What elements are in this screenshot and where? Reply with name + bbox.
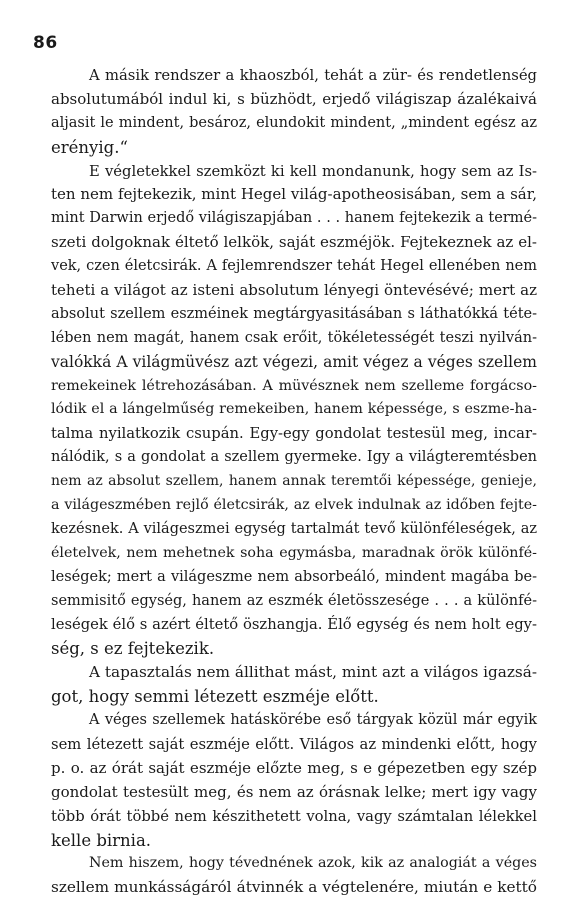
text-line: got, hogy semmi létezett eszméje előtt. <box>51 687 379 707</box>
text-line: p. o. az órát saját eszméje előzte meg, s e gépezetben egy szép <box>51 758 537 777</box>
text-line: leségek; mert a világeszme nem absorbeáló, mindent magába be- <box>51 568 537 585</box>
page-number: 86 <box>33 33 58 53</box>
text-line: nem az absolut szellem, hanem annak teremtői képessége, genieje, <box>51 473 537 490</box>
text-line: A véges szellemek hatáskörébe eső tárgyak közül már egyik <box>89 712 537 729</box>
text-line: remekeinek létrehozásában. A müvésznek nem szelleme forgácso- <box>51 377 537 394</box>
text-line: kezésnek. A világeszmei egység tartalmát tevő különféleségek, az <box>51 520 537 537</box>
text-line: talma nyilatkozik csupán. Egy-egy gondolat testesül meg, incar- <box>51 425 537 443</box>
text-line: Nem hiszem, hogy tévednének azok, kik az analogiát a véges <box>89 855 537 872</box>
text-line: lében nem magát, hanem csak erőit, tökéletességét teszi nyilván- <box>51 329 537 346</box>
text-line: a világeszmében rejlő életcsirák, az elvek indulnak az időben fejte- <box>51 497 537 514</box>
text-line: lódik el a lángelműség remekeiben, hanem képessége, s eszme-ha- <box>51 401 537 418</box>
text-line: erényig.“ <box>51 137 128 157</box>
text-line: gondolat testesült meg, és nem az órásnak lelke; mert igy vagy <box>51 782 537 801</box>
body-text <box>51 64 537 900</box>
text-line: semmisitő egység, hanem az eszmék életösszesége . . . a különfé- <box>51 592 537 609</box>
text-line: A tapasztalás nem állithat mást, mint azt a világos igazsá- <box>89 663 537 682</box>
text-line: leségek élő s azért éltető öszhangja. Élő egység és nem holt egy- <box>51 616 537 634</box>
text-line: több órát többé nem készithetett volna, vagy számtalan lélekkel <box>51 807 537 825</box>
text-line: ten nem fejtekezik, mint Hegel világ-apotheosisában, sem a sár, <box>51 185 537 204</box>
text-line: sem létezett saját eszméje előtt. Világos az mindenki előtt, hogy <box>51 735 537 753</box>
text-line: vek, czen életcsirák. A fejlemrendszer tehát Hegel ellenében nem <box>51 258 537 275</box>
text-line: E végletekkel szemközt ki kell mondanunk, hogy sem az Is- <box>89 162 537 180</box>
text-line: szellem munkásságáról átvinnék a végtelenére, miután e kettő <box>51 878 537 897</box>
text-line: aljasit le mindent, besároz, elundokit mindent, „mindent egész az <box>51 114 537 131</box>
text-line: absolutumából indul ki, s büzhödt, erjedő világiszap ázalékaivá <box>51 89 537 108</box>
text-line: absolut szellem eszméinek megtárgyasitásában s láthatókká téte- <box>51 305 537 322</box>
text-line: életelvek, nem mehetnek soha egymásba, maradnak örök különfé- <box>51 544 537 561</box>
text-line: mint Darwin erjedő világiszapjában . . . hanem fejtekezik a termé- <box>51 210 537 227</box>
text-line: A másik rendszer a khaoszból, tehát a zür- és rendetlenség <box>89 67 537 84</box>
text-line: teheti a világot az isteni absolutum lényegi öntevésévé; mert az <box>51 281 537 300</box>
text-line: valókká A világmüvész azt végezi, amit végez a véges szellem <box>51 352 537 371</box>
text-line: nálódik, s a gondolat a szellem gyermeke. Igy a világteremtésben <box>51 449 537 466</box>
text-line: ség, s ez fejtekezik. <box>51 639 215 659</box>
text-line: kelle birnia. <box>51 830 152 850</box>
text-line: szeti dolgoknak éltető lelkök, saját eszméjök. Fejtekeznek az el- <box>51 233 537 252</box>
